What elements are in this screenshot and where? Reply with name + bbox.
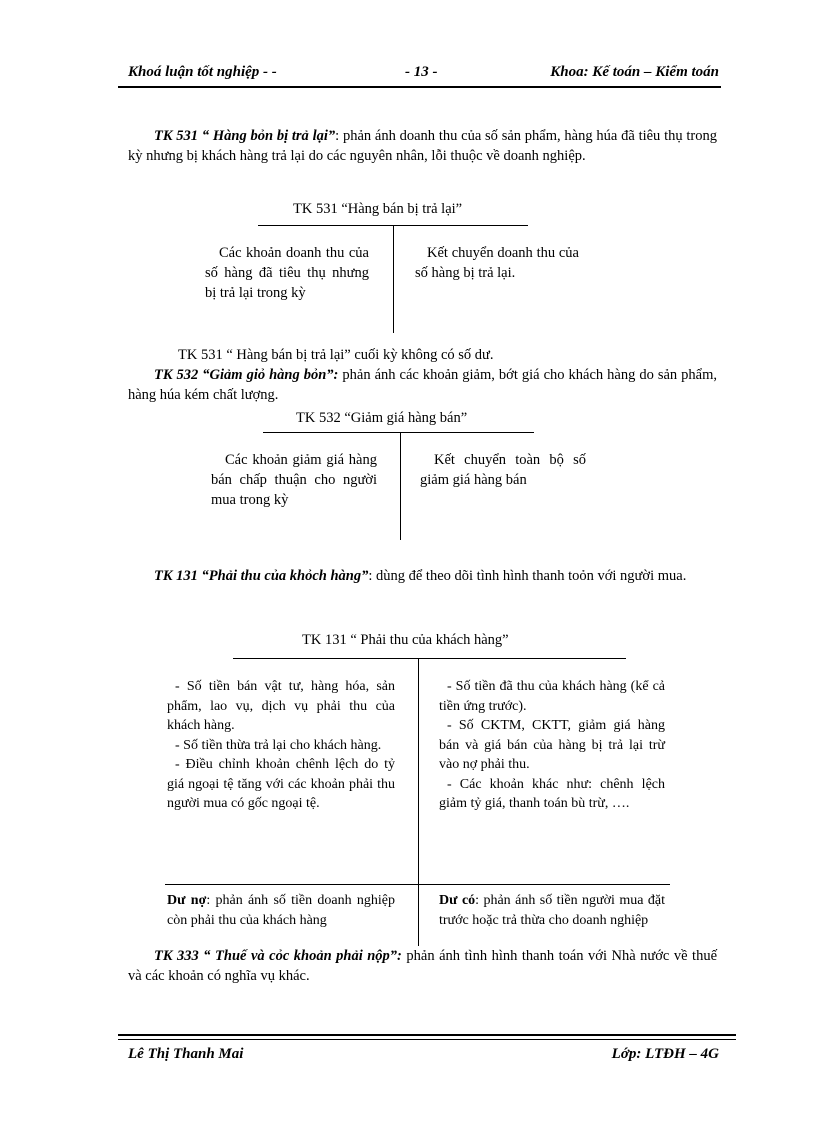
- t-account-131-credit: [439, 677, 665, 814]
- t-account-532-title: TK 532 “Giảm giá hàng bán”: [296, 410, 468, 426]
- account-tk131-name: TK 131 “Phải thu của khỏch hàng”: [154, 568, 369, 584]
- account-tk531-name: TK 531 “ Hàng bỏn bị trả lại”: [154, 128, 336, 144]
- t-account-532-vline: [400, 433, 401, 540]
- t-account-131-debit-balance: [167, 891, 395, 930]
- t-account-531-vline: [393, 226, 394, 333]
- t-account-131-debit: [167, 677, 395, 814]
- footer-rule-bottom: [118, 1039, 736, 1040]
- t-account-531-credit: Kết chuyển doanh thu của số hàng bị trả lại.: [415, 245, 579, 281]
- debit-balance-text: : phản ánh số tiền doanh nghiệp còn phải thu của khách hàng: [167, 893, 395, 928]
- debit-balance-label: Dư nợ: [167, 893, 207, 908]
- t-account-532-hline: [263, 432, 534, 433]
- paragraph-tk531: [128, 126, 717, 166]
- header-right: Khoa: Kế toán – Kiểm toán: [550, 64, 719, 80]
- t-account-532-debit: Các khoản giảm giá hàng bán chấp thuận cho người mua trong kỳ: [211, 452, 377, 508]
- header-left: Khoá luận tốt nghiệp - -: [128, 64, 277, 80]
- paragraph-tk333-text: phản ánh tình hình thanh toán với Nhà nước về thuế và các khoản có nghĩa vụ khác.: [128, 948, 718, 984]
- credit-balance-text: : phản ánh số tiền người mua đặt trước hoặc trả thừa cho doanh nghiệp: [439, 893, 665, 928]
- t-account-131-credit-balance: [439, 891, 665, 930]
- footer-author: Lê Thị Thanh Mai: [128, 1046, 244, 1062]
- t-account-131-hline: [233, 658, 626, 659]
- debit-item: - Điều chỉnh khoản chênh lệch do tỷ giá ngoại tệ tăng với các khoản phải thu người mua có gốc ngoại tệ.: [167, 757, 395, 811]
- credit-item: - Số CKTM, CKTT, giảm giá hàng bán và giá bán của hàng bị trả lại trừ vào nợ phải thu.: [439, 718, 665, 772]
- t-account-131-title: TK 131 “ Phải thu của khách hàng”: [302, 632, 509, 648]
- paragraph-tk532-text: phản ánh các khoản giảm, bớt giá cho khách hàng do sản phẩm, hàng húa kém chất lượng.: [128, 367, 718, 403]
- credit-item: - Số tiền đã thu của khách hàng (kể cả tiền ứng trước).: [439, 679, 665, 714]
- paragraph-tk531-text: : phản ánh doanh thu của số sản phẩm, hàng húa đã tiêu thụ trong kỳ nhưng bị khách hàng trả lại do các nguyên nhân, lỗi thuộc về doanh nghiệp.: [128, 128, 717, 164]
- page-number: - 13 -: [405, 64, 438, 80]
- t-account-532-credit: Kết chuyển toàn bộ số giảm giá hàng bán: [420, 452, 586, 488]
- paragraph-tk333: [128, 946, 717, 986]
- paragraph-tk532: [128, 365, 717, 405]
- paragraph-tk531-balance: TK 531 “ Hàng bán bị trả lại” cuối kỳ không có số dư.: [178, 347, 494, 363]
- header-rule: [118, 86, 721, 88]
- footer-rule-top: [118, 1034, 736, 1036]
- t-account-531-debit: Các khoản doanh thu của số hàng đã tiêu thụ nhưng bị trả lại trong kỳ: [205, 245, 369, 301]
- account-tk333-name: TK 333 “ Thuế và cỏc khoản phải nộp”:: [154, 948, 402, 964]
- paragraph-tk131: [128, 566, 717, 586]
- account-tk532-name: TK 532 “Giảm giỏ hàng bỏn”:: [154, 367, 339, 383]
- t-account-531-title: TK 531 “Hàng bán bị trả lại”: [293, 201, 463, 217]
- debit-item: - Số tiền bán vật tư, hàng hóa, sản phẩm, lao vụ, dịch vụ phải thu của khách hàng.: [167, 679, 395, 733]
- t-account-131-balance-line: [165, 884, 670, 885]
- t-account-131-vline: [418, 659, 419, 946]
- credit-item: - Các khoản khác như: chênh lệch giảm tỷ giá, thanh toán bù trừ, ….: [439, 776, 665, 811]
- paragraph-tk131-text: : dùng để theo dõi tình hình thanh toỏn với người mua.: [368, 568, 687, 584]
- credit-balance-label: Dư có: [439, 893, 476, 908]
- footer-class: Lớp: LTĐH – 4G: [611, 1046, 719, 1062]
- debit-item: - Số tiền thừa trả lại cho khách hàng.: [175, 737, 382, 753]
